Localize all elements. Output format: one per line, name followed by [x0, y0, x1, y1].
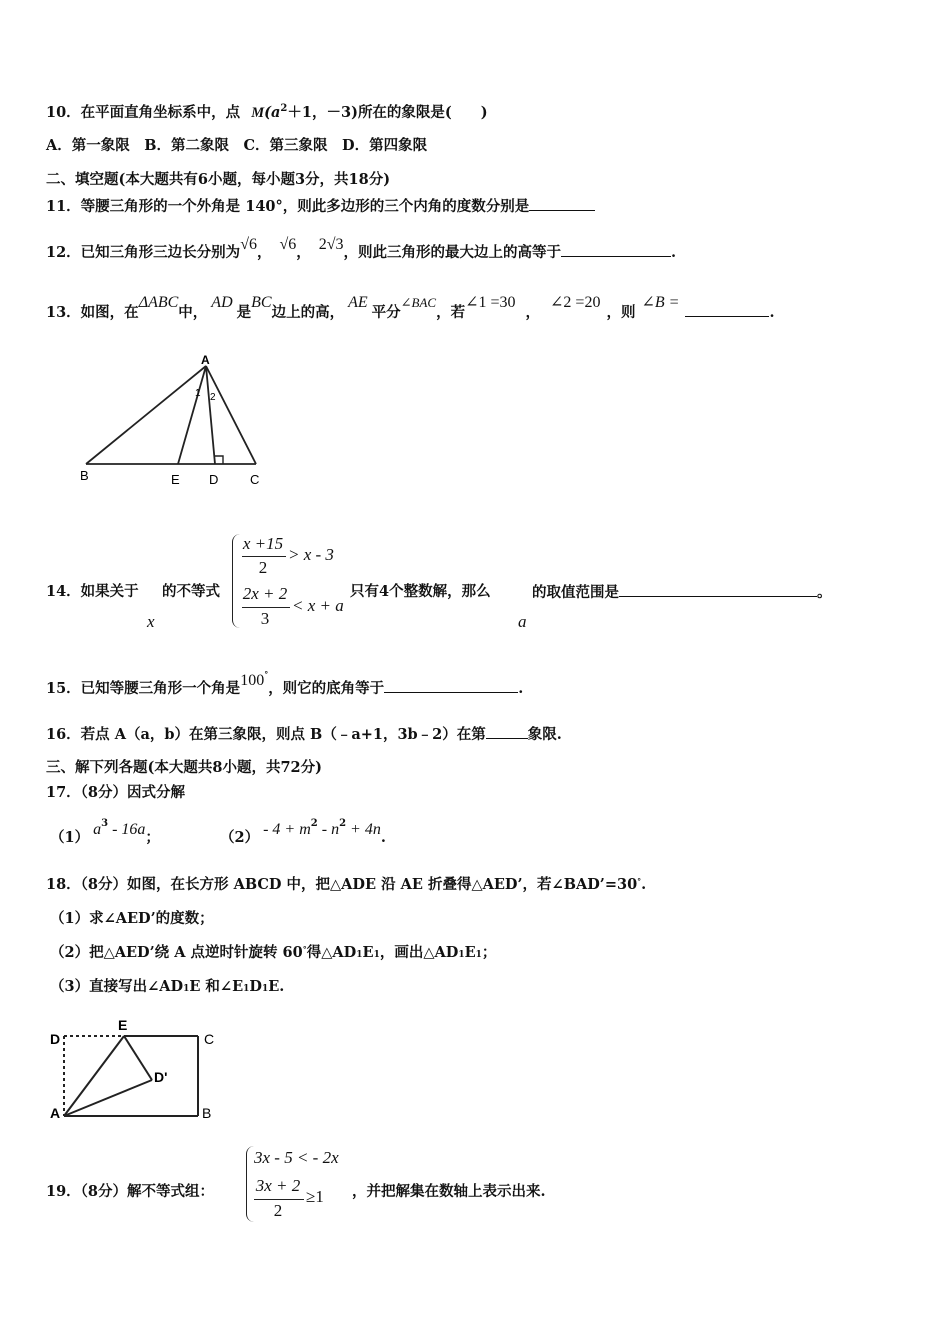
q18-s2c: E	[362, 944, 374, 961]
label-e: E	[171, 472, 180, 487]
q14-a-variable: a	[518, 612, 527, 631]
q13-bc: BC	[251, 294, 272, 311]
q13-angle-2: ∠2 =20	[550, 294, 601, 311]
question-17-title: 17．（8分）因式分解	[46, 784, 186, 801]
question-18-title	[46, 875, 646, 895]
q19-ineq2-rhs: ≥1	[306, 1187, 324, 1206]
q17-expr1-a: a	[93, 821, 102, 838]
q10-coords: (a	[264, 104, 281, 121]
q19-ineq2-denominator: 2	[273, 1201, 283, 1220]
q18-degree: °	[637, 876, 642, 886]
q17-end: .	[380, 829, 386, 846]
label-a: A	[50, 1105, 61, 1121]
label-a: A	[201, 353, 210, 367]
q19-ineq2-numerator: 3x + 2	[255, 1176, 301, 1195]
q13-p7: ，	[525, 304, 541, 321]
q14-ineq1-numerator: x +15	[242, 534, 284, 553]
q13-ad: AD	[211, 294, 233, 311]
q13-p4: 边上的高，	[271, 304, 345, 321]
q11-answer-blank[interactable]	[529, 196, 595, 211]
q13-p2: 中，	[178, 304, 208, 321]
label-e: E	[118, 1017, 128, 1033]
q13-p5: 平分	[371, 304, 401, 321]
q14-p1: 14．如果关于	[46, 583, 139, 600]
segment-ae	[178, 366, 206, 464]
q13-p3: 是	[236, 304, 252, 321]
label-b: B	[202, 1105, 212, 1121]
q15-end: .	[518, 680, 524, 697]
right-angle-mark	[215, 456, 223, 464]
q18-sub-1b: 1	[373, 950, 380, 960]
q10-coords-rest: ＋1，－3)	[287, 104, 358, 121]
q14-p4: 的取值范围是	[532, 584, 619, 601]
q13-end: .	[769, 304, 775, 321]
q18-title: 18．（8分）如图，在长方形 ABCD 中，把△ADE 沿 AE 折叠得△AED’，若∠BAD’=30	[46, 876, 638, 893]
q13-p1: 13．如图，在	[46, 304, 139, 321]
q12-side-2: √6	[279, 236, 297, 253]
label-c: C	[250, 472, 260, 487]
question-19: 19．（8分）解不等式组：	[46, 1183, 215, 1200]
q17-expr2-sup1: 2	[310, 818, 318, 829]
q17-semicolon: ；	[145, 829, 160, 846]
question-13	[46, 294, 775, 323]
label-d: D	[50, 1031, 61, 1047]
q17-part-1	[50, 818, 160, 848]
q17-expr1-rest: - 16a	[108, 821, 146, 838]
q18-s3a: （3）直接写出∠AD	[50, 978, 184, 995]
q18-s3d: E.	[268, 978, 285, 995]
q15-degree: °	[264, 669, 269, 679]
q15-answer-blank[interactable]	[384, 678, 518, 693]
section-2-heading: 二、填空题(本大题共有6小题，每小题3分，共18分)	[46, 171, 391, 188]
q10-options: A．第一象限 B．第二象限 C．第三象限 D．第四象限	[46, 137, 428, 154]
q16-text: 16．若点 A（a，b）在第三象限，则点 B（﹣a+1，3b﹣2）在第	[46, 726, 486, 743]
label-b: B	[80, 468, 89, 483]
q14-ineq2-bar	[242, 607, 290, 608]
q12-prefix: 12．已知三角形三边长分别为	[46, 244, 241, 261]
q13-angle-b: ∠B =	[641, 294, 680, 311]
question-12	[46, 236, 677, 263]
q17-expr2-b: - n	[317, 821, 340, 838]
q10-point: M	[251, 105, 265, 121]
triangle-figure	[76, 352, 276, 492]
q17-part-1-label: （1）	[50, 829, 90, 846]
q11-text: 11．等腰三角形的一个外角是 140°，则此多边形的三个内角的度数分别是	[46, 198, 530, 215]
q18-sub-1a: 1	[356, 950, 363, 960]
q12-sep-2: ，	[296, 244, 311, 261]
q18-s3c: D	[249, 978, 262, 995]
segment-ed-prime	[124, 1036, 152, 1080]
q12-suffix: ，则此三角形的最大边上的高等于	[343, 244, 562, 261]
q12-end: .	[671, 244, 677, 261]
section-3-heading: 三、解下列各题(本大题共8小题，共72分)	[46, 759, 322, 776]
q12-answer-blank[interactable]	[561, 242, 671, 257]
question-11	[46, 196, 595, 217]
q18-sub-1e: 1	[183, 984, 190, 994]
q14-p2: 的不等式	[162, 583, 220, 600]
q17-part-2	[220, 818, 386, 848]
q10-sup: 2	[280, 103, 288, 114]
q17-expr1-sup: 3	[101, 818, 109, 829]
question-14	[46, 582, 139, 602]
q18-s2d: ，画出△AD	[379, 944, 459, 961]
q15-angle: 100	[240, 672, 265, 689]
q17-expr2-a: - 4 + m	[259, 821, 311, 838]
q13-bac: ∠BAC	[400, 295, 437, 310]
q14-ineq1-denominator: 2	[258, 558, 268, 577]
q18-part-1: （1）求∠AED’的度数；	[50, 910, 214, 927]
question-16	[46, 724, 562, 745]
q18-s3b: E 和∠E	[189, 978, 244, 995]
q18-sub-1d: 1	[475, 950, 482, 960]
side-ab	[86, 366, 206, 464]
q18-s2a: （2）把△AED’绕 A 点逆时针旋转 60	[50, 944, 303, 961]
q17-expr2-c: + 4n	[346, 821, 381, 838]
q17-part-2-label: （2）	[220, 829, 260, 846]
q13-p6: ，若	[436, 304, 466, 321]
q18-s2-degree: °	[302, 944, 307, 954]
q18-s2f: ；	[481, 944, 497, 961]
q13-angle-1: ∠1 =30	[465, 294, 516, 311]
q15-p1: 15．已知等腰三角形一个角是	[46, 680, 241, 697]
q14-ineq1-bar	[242, 556, 286, 557]
q14-p3: 只有4个整数解，那么	[350, 583, 491, 600]
q10-tail: 所在的象限是( )	[357, 104, 488, 121]
q19-p2: ，并把解集在数轴上表示出来.	[352, 1183, 546, 1200]
q19-inequality-1: 3x - 5 < - 2x	[254, 1148, 339, 1167]
q14-answer-blank[interactable]	[619, 582, 817, 597]
label-angle-2: 2	[210, 392, 216, 403]
q13-triangle: ΔABC	[138, 294, 179, 311]
question-10	[46, 103, 488, 123]
q12-side-1: √6	[240, 236, 257, 253]
q15-p2: ，则它的底角等于	[268, 680, 385, 697]
rectangle-fold-figure	[46, 1014, 226, 1124]
q18-sub-1f: 1	[243, 984, 250, 994]
question-15	[46, 669, 524, 699]
q12-side-3: 2√3	[318, 236, 344, 253]
q17-expr2-sup2: 2	[339, 818, 347, 829]
label-d: D	[209, 472, 219, 487]
q13-p8: ，则	[606, 304, 636, 321]
q18-s2b: 得△AD	[306, 944, 357, 961]
q19-ineq2-bar	[254, 1199, 304, 1200]
q14-ineq1-rhs: > x - 3	[288, 545, 334, 564]
q14-ineq2-numerator: 2x + 2	[242, 584, 288, 603]
q16-answer-blank[interactable]	[486, 724, 528, 739]
q14-ineq2-rhs: < x + a	[292, 596, 344, 615]
q18-sub-1c: 1	[458, 950, 465, 960]
q14-tail	[532, 582, 832, 603]
q14-x-variable: x	[147, 612, 155, 631]
q13-answer-blank[interactable]	[685, 302, 769, 317]
q12-sep-1: ，	[256, 244, 272, 261]
q13-ae: AE	[348, 294, 368, 311]
q18-part-2	[50, 943, 496, 965]
q18-part-3	[50, 977, 284, 999]
label-angle-1: 1	[195, 388, 201, 399]
label-c: C	[204, 1031, 215, 1047]
label-d-prime: D'	[154, 1069, 168, 1085]
q14-ineq2-denominator: 3	[260, 609, 270, 628]
q14-end: 。	[817, 584, 832, 601]
q18-title-end: .	[641, 876, 647, 893]
q10-text: 10．在平面直角坐标系中，点	[46, 104, 241, 121]
q18-sub-1g: 1	[261, 984, 269, 994]
q18-s2e: E	[464, 944, 476, 961]
q16-end: 象限.	[527, 726, 562, 743]
